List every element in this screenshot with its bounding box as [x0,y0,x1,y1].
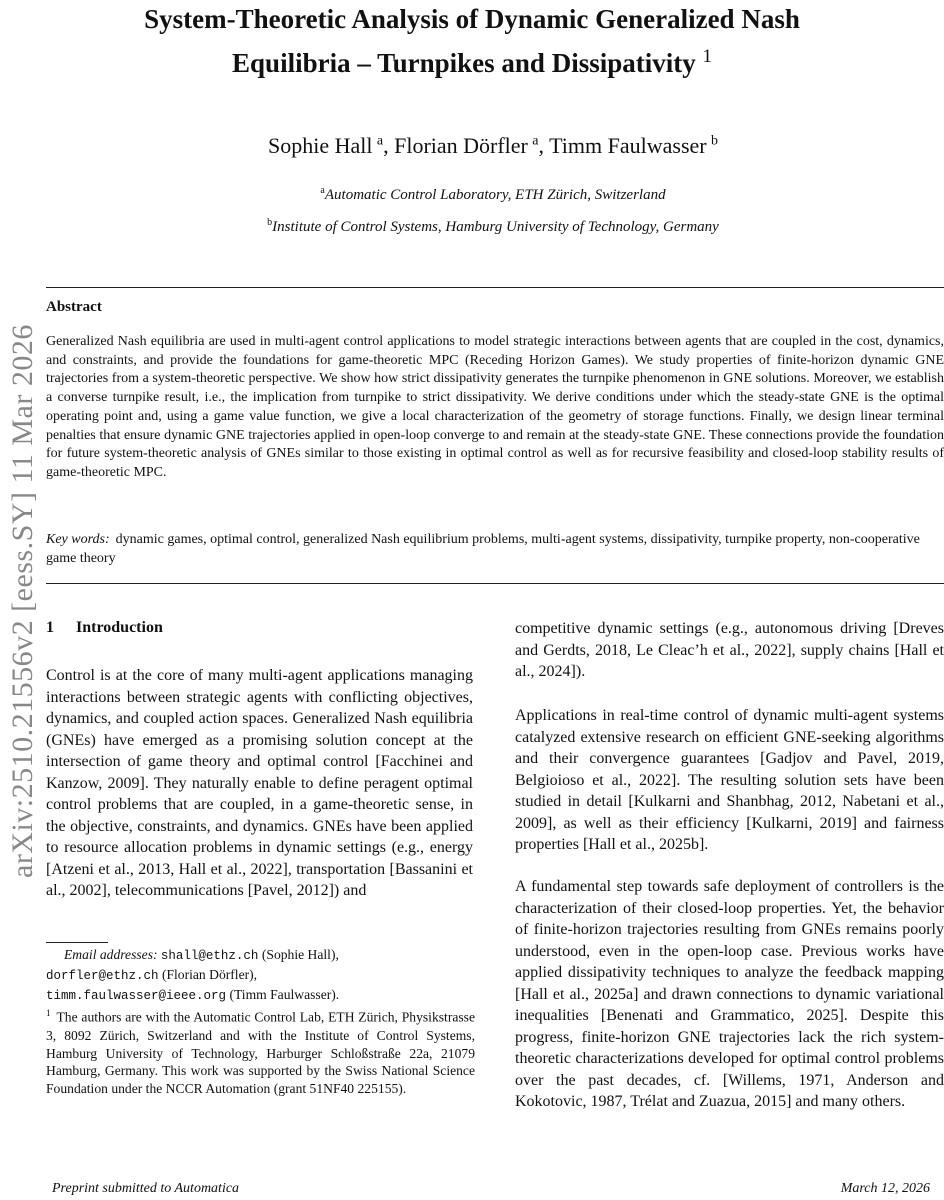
intro-paragraph-2: competitive dynamic settings (e.g., autonomous driving [Dreves and Gerdts, 2018, Le Cleac’h et al., 2022], supply chains [Hall et al., 2024]). [515,620,944,680]
abstract-bottom-rule [46,583,944,584]
section-number: 1 [46,619,54,636]
footnote-1: $^1$ The authors are with the Automatic Control Lab, ETH Zürich, Physikstrasse 3, 8092 Zürich, Switzerland and with the Institute of Control Systems, Hamburg University of Technology, Harburger Schloßstraße 22a, 21079 Hamburg, Germany. This work was supported by the Swiss National Science Foundation under the NCCR Automation (grant 51NF40 225155). [46,1008,475,1097]
footnote-rule [46,942,108,943]
title-line-1: System-Theoretic Analysis of Dynamic Generalized Nash [144,4,800,34]
author-name: Sophie Hall [267,133,373,158]
author-name: Timm Faulwasser [549,133,707,158]
email-address[interactable]: shall@ethz.ch [160,949,259,963]
abstract-text: Generalized Nash equilibria are used in multi-agent control applications to model strategic interactions between agents that are coupled in the cost, dynamics, and constraints, and provide the foundations for game-theoretic MPC (Receding Horizon Games). We study properties of finite-horizon dynamic GNE trajectories from a system-theoretic perspective. We show how strict dissipativity generates the turnpike phenomenon in GNE solutions. Moreover, we establish a converse turnpike result, i.e., the implication from turnpike to strict dissipativity. We derive conditions under which the steady-state GNE is the optimal operating point and, using a game value function, we give a local characterization of the geometry of storage functions. Finally, we design linear terminal penalties that ensure dynamic GNE trajectories applied in open-loop converge to and remain at the steady-state GNE. These connections provide the foundation for future system-theoretic analysis of GNEs similar to those existing in optimal control as well as for recursive feasibility and closed-loop stability results of game-theoretic MPC. [46,334,944,480]
footnote-mark: 1 [46,1008,51,1019]
abstract-heading: Abstract [46,299,102,315]
author-affil-mark: b [711,133,719,149]
paper-title [60,0,884,82]
keywords [46,531,944,568]
email-line-2: dorfler@ethz.ch (Florian Dörfler), [46,966,258,983]
email-line-3: timm.faulwasser@ieee.org (Timm Faulwasser). [46,986,340,1003]
email-address[interactable]: dorfler@ethz.ch [46,968,159,983]
affiliation-b: $^b$Institute of Control Systems, Hamburg University of Technology, Germany [267,217,719,235]
footnotes [46,946,475,1098]
section-heading [46,619,163,637]
section-title: Introduction [76,619,163,636]
email-label: Email addresses: [64,947,158,962]
author-list: Sophie Hall $^a$, Florian Dörfler $^a$, Timm Faulwasser $^b$ [267,133,719,158]
intro-paragraph-4: A fundamental step towards safe deployment of controllers is the characterization of their closed-loop properties. Yet, the behavior of finite-horizon trajectories resulting from GNEs remains poorly understood, even in the open-loop case. Previous works have applied dissipativity techniques to analyze the feedback mapping [Hall et al., 2025a] and drawn connections to dynamic variational inequalities [Benenati and Grammatico, 2025]. Despite this progress, finite-horizon GNE trajectories lack the rich system-theoretic characterizations developed for optimal control problems over the past decades, cf. [Willems, 1971, Anderson and Kokotovic, 1987, Trélat and Zuazua, 2015] and many others. [515,878,944,1110]
intro-paragraph-1: Control is at the core of many multi-agent applications managing interactions between strategic agents with conflicting objectives, dynamics, and coupled action spaces. Generalized Nash equilibria (GNEs) have emerged as a promising solution concept at the intersection of game theory and optimal control [Facchinei and Kanzow, 2009]. They naturally enable to define peragent optimal control problems that are coupled, in a game-theoretic sense, in the objective, constraints, and dynamics. GNEs have been applied to resource allocation problems in dynamic settings (e.g., energy [Atzeni et al., 2013, Hall et al., 2022], transportation [Bassanini et al., 2002], telecommunications [Pavel, 2012]) and [46,667,473,899]
author-affil-mark: a [532,133,539,149]
email-address[interactable]: timm.faulwasser@ieee.org [46,988,227,1003]
keywords-text: dynamic games, optimal control, generalized Nash equilibrium problems, multi-agent systems, dissipativity, turnpike property, non-cooperative game theory [46,532,920,566]
affiliation-a: $^a$Automatic Control Laboratory, ETH Zürich, Switzerland [320,185,666,203]
arxiv-stamp: arXiv:2510.21556v2 [eess.SY] 11 Mar 2026 [6,324,39,878]
footer-preprint: Preprint submitted to Automatica [52,1181,240,1196]
footer-date: March 12, 2026 [840,1181,930,1196]
title-line-2: Equilibria – Turnpikes and Dissipativity [232,48,696,78]
author-affil-mark: a [376,133,384,149]
title-footnote-mark: 1 [702,46,712,67]
email-line-1: Email addresses: shall@ethz.ch (Sophie Hall), [64,947,339,963]
author-name: Florian Dörfler [394,133,528,158]
abstract-top-rule [46,287,944,288]
intro-paragraph-3: Applications in real-time control of dynamic multi-agent systems catalyzed extensive research on efficient GNE-seeking algorithms and their convergence guarantees [Gadjov and Pavel, 2019, Belgioioso et al., 2022]. The resulting solution sets have been studied in detail [Kulkarni and Shanbhag, 2012, Nabetani et al., 2009], as well as their efficiency [Kulkarni, 2019] and fairness properties [Hall et al., 2025b]. [515,707,944,853]
keywords-label: Key words: [46,532,110,547]
